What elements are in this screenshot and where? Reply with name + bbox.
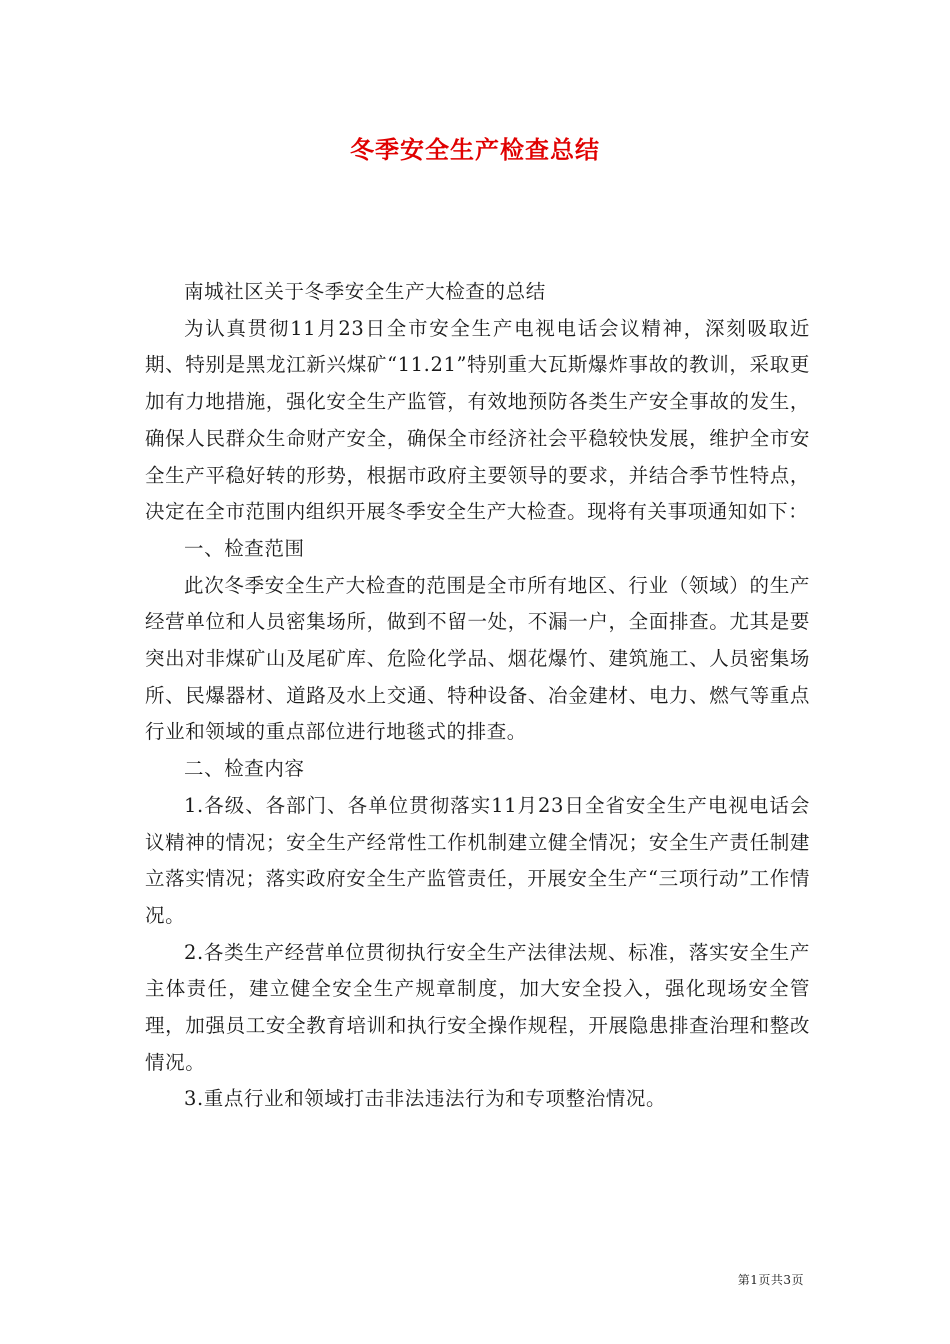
document-body (145, 274, 810, 1118)
paragraph-item-3: 3.重点行业和领域打击非法违法行为和专项整治情况。 (184, 1087, 667, 1111)
paragraph-item-1: 1.各级、各部门、各单位贯彻落实11月23日全省安全生产电视电话会议精神的情况；安全生产经常性工作机制建立健全情况；安全生产责任制建立落实情况；落实政府安全生产监管责任，开展安全生产“三项行动”工作情况。 (145, 793, 810, 927)
paragraph-intro: 为认真贯彻11月23日全市安全生产电视电话会议精神，深刻吸取近期、特别是黑龙江新兴煤矿“11.21”特别重大瓦斯爆炸事故的教训，采取更加有力地措施，强化安全生产监管，有效地预防各类生产安全事故的发生，确保人民群众生命财产安全，确保全市经济社会平稳较快发展，维护全市安全生产平稳好转的形势，根据市政府主要领导的要求，并结合季节性特点，决定在全市范围内组织开展冬季安全生产大检查。现将有关事项通知如下： (145, 316, 810, 524)
section-heading-content: 二、检查内容 (184, 757, 305, 781)
page-number: 第1页共3页 (737, 1273, 804, 1287)
paragraph-subtitle: 南城社区关于冬季安全生产大检查的总结 (184, 280, 546, 303)
paragraph-scope: 此次冬季安全生产大检查的范围是全市所有地区、行业（领域）的生产经营单位和人员密集场所，做到不留一处，不漏一户，全面排查。尤其是要突出对非煤矿山及尾矿库、危险化学品、烟花爆竹、建筑施工、人员密集场所、民爆器材、道路及水上交通、特种设备、冶金建材、电力、燃气等重点行业和领域的重点部位进行地毯式的排查。 (145, 573, 810, 744)
section-heading-scope: 一、检查范围 (184, 536, 305, 560)
document-title: 冬季安全生产检查总结 (350, 136, 600, 164)
paragraph-item-2: 2.各类生产经营单位贯彻执行安全生产法律法规、标准，落实安全生产主体责任，建立健全安全生产规章制度，加大安全投入，强化现场安全管理，加强员工安全教育培训和执行安全操作规程，开展隐患排查治理和整改情况。 (145, 940, 810, 1074)
